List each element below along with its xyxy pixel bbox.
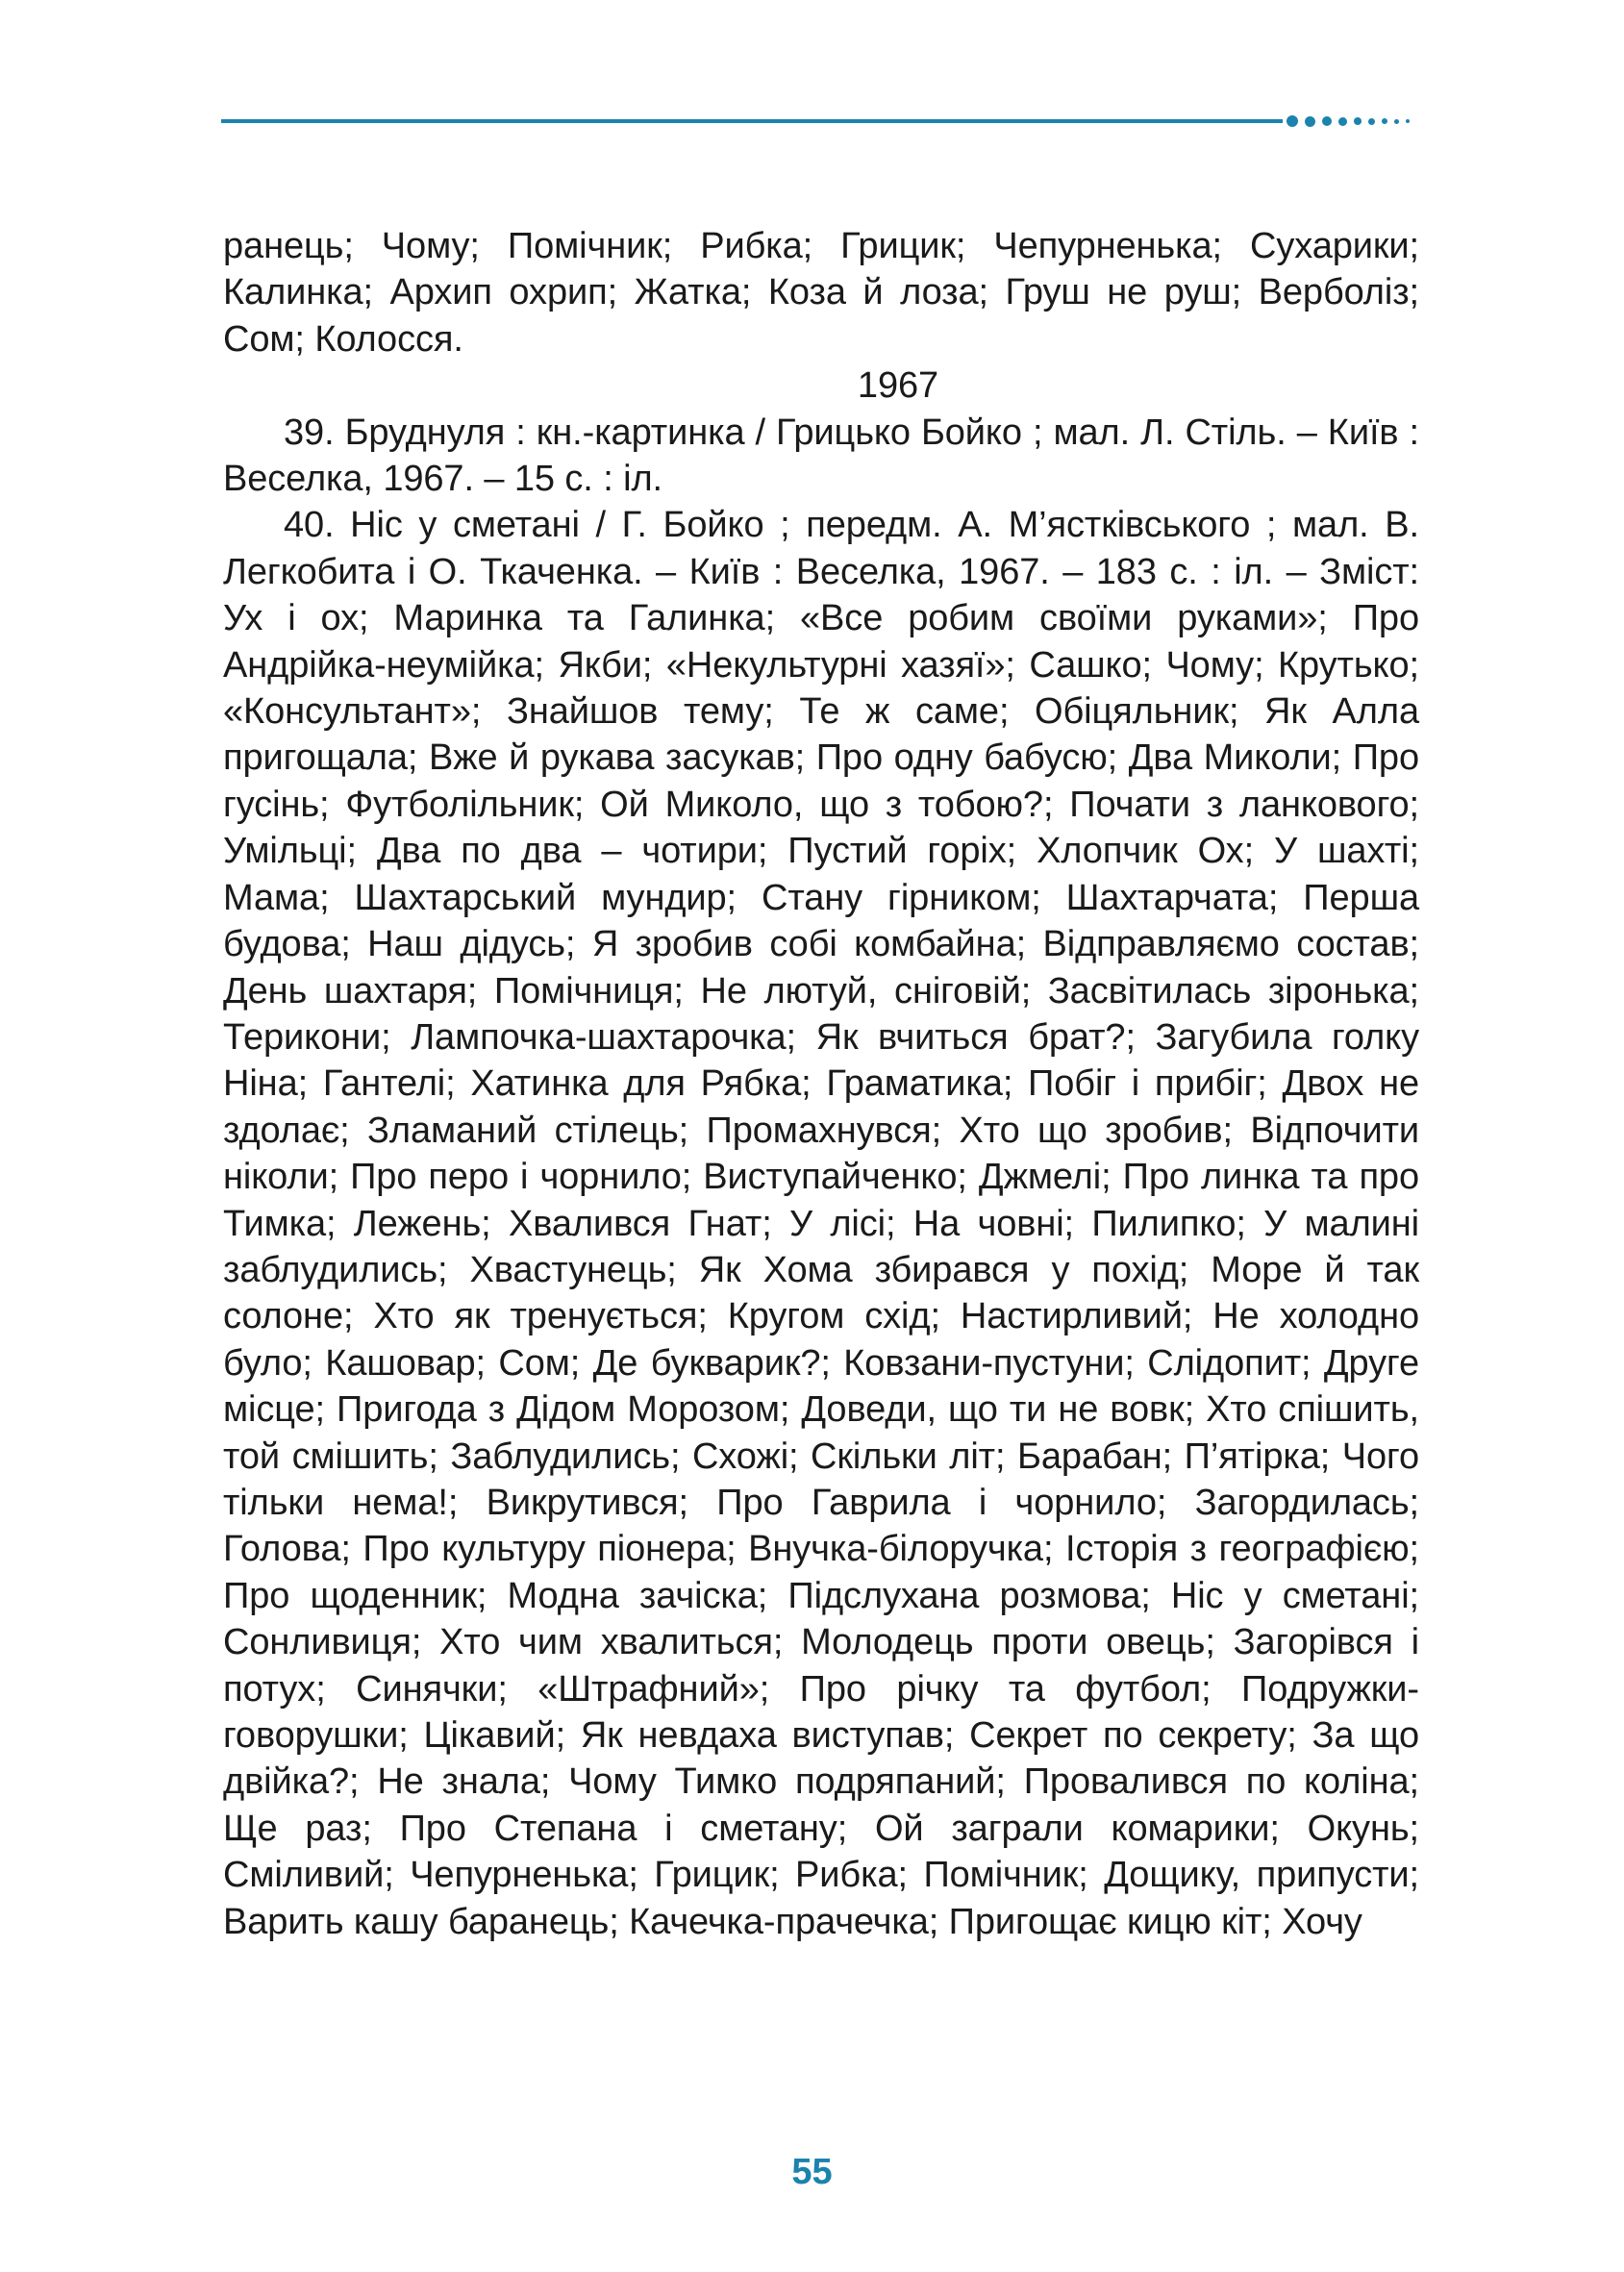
- entry-40: 40. Ніс у сметані / Г. Бойко ; передм. А. М’ястківського ; мал. В. Легкобита і О. Ткаченка. – Київ : Веселка, 1967. – 183 с. : іл. – Зміст: Ух і ох; Маринка та Галинка; «Все робим своїми руками»; Про Андрійка-неумійка; Якби; «Некультурні хазяї»; Сашко; Чому; Крутько; «Консультант»; Знайшов тему; Те ж саме; Обіцяльник; Як Алла пригощала; Вже й рукава засукав; Про одну бабусю; Два Миколи; Про гусінь; Футболільник; Ой Миколо, що з тобою?; Почати з ланкового; Умільці; Два по два – чотири; Пустий горіх; Хлопчик Ох; У шахті; Мама; Шахтарський мундир; Стану гірником; Шахтарчата; Перша будова; Наш дідусь; Я зробив собі комбайна; Відправляємо состав; День шахтаря; Помічниця; Не лютуй, сніговій; Засвітилась зіронька; Терикони; Лампочка-шахтарочка; Як вчиться брат?; Загубила голку Ніна; Гантелі; Хатинка для Рябка; Граматика; Побіг і прибіг; Двох не здолає; Зламаний стілець; Промахнувся; Хто що зробив; Відпочити ніколи; Про перо і чорнило; Виступайченко; Джмелі; Про линка та про Тимка; Лежень; Хвалився Гнат; У лісі; На човні; Пилипко; У малині заблудились; Хвастунець; Як Хома збирався у похід; Море й так солоне; Хто як тренується; Кругом схід; Настирливий; Не холодно було; Кашовар; Сом; Де букварик?; Ковзани-пустуни; Слідопит; Друге місце; Пригода з Дідом Морозом; Доведи, що ти не вовк; Хто спішить, той смішить; Заблудились; Схожі; Скільки літ; Барабан; П’ятірка; Чого тільки нема!; Викрутився; Про Гаврила і чорнило; Загордилась; Голова; Про культуру піонера; Внучка-білоручка; Історія з географією; Про щоденник; Модна зачіска; Підслухана розмова; Ніс у сметані; Сонливиця; Хто чим хвалиться; Молодець проти овець; Загорівся і потух; Синячки; «Штрафний»; Про річку та футбол; Подружки-говорушки; Цікавий; Як невдаха виступав; Секрет по секрету; За що двійка?; Не знала; Чому Тимко подряпаний; Провалився по коліна; Ще раз; Про Степана і сметану; Ой заграли комарики; Окунь; Сміливий; Чепурненька; Грицик; Рибка; Помічник; Дощику, припусти; Варить кашу баранець; Качечка-прачечка; Пригощає кицю кіт; Хочу: [223, 505, 1419, 1942]
- header-dots-ornament: [1287, 113, 1416, 129]
- header-rule: [221, 119, 1283, 123]
- year-heading: 1967: [857, 365, 939, 407]
- entry-39: 39. Бруднуля : кн.-картинка / Грицько Бойко ; мал. Л. Стіль. – Київ : Веселка, 1967. – 15 с. : іл.: [223, 412, 1419, 500]
- intro-paragraph: ранець; Чому; Помічник; Рибка; Грицик; Чепурненька; Сухарики; Калинка; Архип охрип; Жатка; Коза й лоза; Груш не руш; Верболіз; Сом; Колосся.: [223, 226, 1419, 360]
- page-number: 55: [791, 2152, 833, 2192]
- bibliography-text: [223, 223, 1419, 1945]
